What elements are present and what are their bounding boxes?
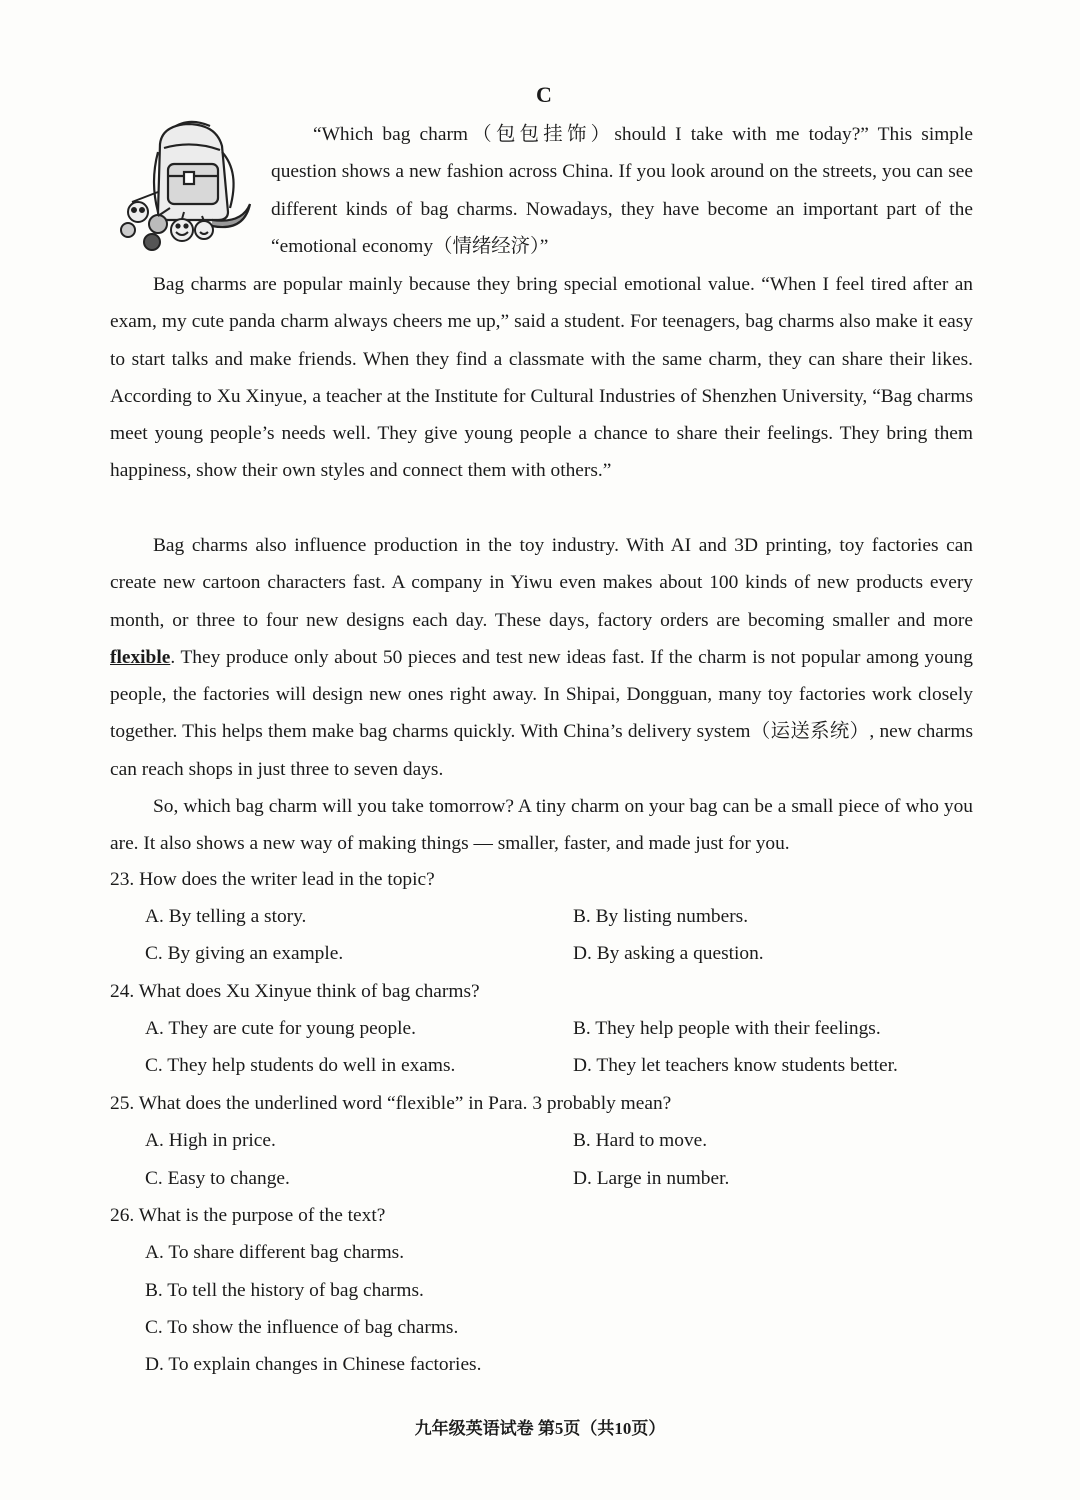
question-24-option-a: A. They are cute for young people. xyxy=(145,1018,417,1039)
passage-paragraph-1: “Which bag charm（包包挂饰）should I take with me today?” This simple question shows a new fashion across China. If you look around on the streets, you can see different kinds of bag charms. Nowadays, they have become an important part of the “emotional economy（情绪经济）” xyxy=(271,124,973,257)
question-26-option-c: C. To show the influence of bag charms. xyxy=(145,1317,459,1338)
question-25: 25. What does the underlined word “flexible” in Para. 3 probably mean? xyxy=(110,1093,672,1114)
question-23-option-a: A. By telling a story. xyxy=(145,906,307,927)
paragraph-3-text-before: Bag charms also influence production in the toy industry. With AI and 3D printing, toy factories can create new cartoon characters fast. A company in Yiwu even makes about 100 kinds of new products every month, or three to four new designs each day. These days, factory orders are becoming smaller and more xyxy=(110,535,973,631)
question-26: 26. What is the purpose of the text? xyxy=(110,1205,386,1226)
section-letter: C xyxy=(536,82,552,107)
passage-paragraph-3 xyxy=(110,527,973,788)
question-23-option-b: B. By listing numbers. xyxy=(573,906,749,927)
question-26-option-d: D. To explain changes in Chinese factories. xyxy=(145,1354,482,1375)
question-23-option-c: C. By giving an example. xyxy=(145,943,344,964)
question-25-option-c: C. Easy to change. xyxy=(145,1168,290,1189)
underlined-word-flexible: flexible xyxy=(110,646,171,668)
question-24-option-b: B. They help people with their feelings. xyxy=(573,1018,881,1039)
question-26-option-b: B. To tell the history of bag charms. xyxy=(145,1280,424,1301)
passage-paragraph-4: So, which bag charm will you take tomorrow? A tiny charm on your bag can be a small piece of who you are. It also shows a new way of making things — smaller, faster, and made just for you. xyxy=(110,796,973,855)
page-footer: 九年级英语试卷 第5页（共10页） xyxy=(414,1419,666,1438)
question-23: 23. How does the writer lead in the topic? xyxy=(110,869,435,890)
question-25-option-b: B. Hard to move. xyxy=(573,1130,708,1151)
passage-paragraph-2: Bag charms are popular mainly because they bring special emotional value. “When I feel tired after an exam, my cute panda charm always cheers me up,” said a student. For teenagers, bag charms also make it easy to start talks and make friends. When they find a classmate with the same charm, they can share their likes. According to Xu Xinyue, a teacher at the Institute for Cultural Industries of Shenzhen University, “Bag charms meet young people’s needs well. They give young people a chance to share their feelings. They bring them happiness, show their own styles and connect them with others.” xyxy=(110,274,973,482)
question-25-option-a: A. High in price. xyxy=(145,1130,276,1151)
question-26-option-a: A. To share different bag charms. xyxy=(145,1242,405,1263)
question-24-option-d: D. They let teachers know students better. xyxy=(573,1055,898,1076)
question-25-option-d: D. Large in number. xyxy=(573,1168,730,1189)
paragraph-3-text-after: . They produce only about 50 pieces and test new ideas fast. If the charm is not popular among young people, the factories will design new ones right away. In Shipai, Dongguan, many toy factories work closely together. This helps them make bag charms quickly. With China’s delivery system（运送系统）, new charms can reach shops in just three to seven days. xyxy=(110,646,973,780)
backpack-illustration xyxy=(112,112,254,252)
question-24-option-c: C. They help students do well in exams. xyxy=(145,1055,456,1076)
question-23-option-d: D. By asking a question. xyxy=(573,943,764,964)
question-24: 24. What does Xu Xinyue think of bag charms? xyxy=(110,981,480,1002)
